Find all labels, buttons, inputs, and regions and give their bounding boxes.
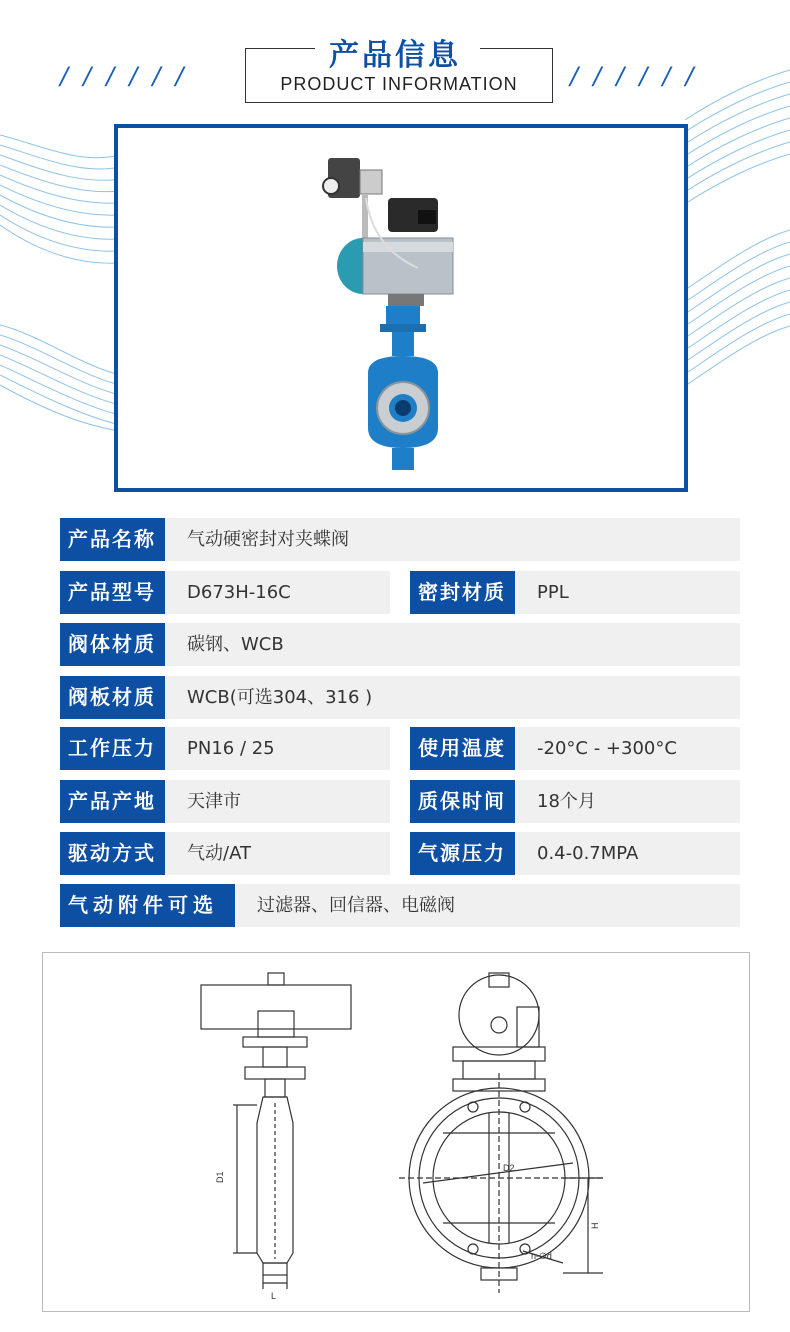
spec-label: 密封材质: [410, 571, 515, 614]
butterfly-valve-icon: [118, 128, 684, 488]
dimension-l: L: [271, 1291, 277, 1301]
wave-decoration-left: [0, 125, 120, 435]
spec-row-pressure: [60, 727, 740, 770]
spec-row-origin: [60, 780, 740, 823]
spec-row-accessories: [60, 884, 740, 927]
spec-value: WCB(可选304、316 ): [165, 676, 740, 719]
spec-value: D673H-16C: [165, 571, 390, 614]
slash-decoration-left: //////: [60, 62, 199, 90]
spec-label: 产品型号: [60, 571, 165, 614]
spec-label: 质保时间: [410, 780, 515, 823]
spec-row-name: [60, 518, 740, 561]
page-subtitle: PRODUCT INFORMATION: [280, 74, 518, 94]
spec-label: 驱动方式: [60, 832, 165, 875]
dimension-d2: D2: [503, 1163, 515, 1173]
spec-row-drive: [60, 832, 740, 875]
wave-decoration-right: [685, 60, 790, 440]
dimension-d1: D1: [215, 1171, 225, 1183]
spec-value: 天津市: [165, 780, 390, 823]
spec-label: 阀体材质: [60, 623, 165, 666]
spec-value: 碳钢、WCB: [165, 623, 740, 666]
spec-value: PPL: [515, 571, 740, 614]
spec-label: 工作压力: [60, 727, 165, 770]
spec-label: 阀板材质: [60, 676, 165, 719]
spec-row-disc: [60, 676, 740, 719]
spec-row-model: [60, 571, 740, 614]
spec-value: 气动/AT: [165, 832, 390, 875]
spec-value: 气动硬密封对夹蝶阀: [165, 518, 740, 561]
spec-label: 产品产地: [60, 780, 165, 823]
spec-value: 18个月: [515, 780, 740, 823]
page-title: 产品信息: [329, 38, 461, 73]
spec-value: PN16 / 25: [165, 727, 390, 770]
spec-label: 气源压力: [410, 832, 515, 875]
spec-row-body: [60, 623, 740, 666]
spec-label: 气动附件可选: [60, 884, 235, 927]
spec-value: 0.4-0.7MPA: [515, 832, 740, 875]
dimension-h: H: [590, 1222, 600, 1229]
valve-drawing-icon: [43, 953, 749, 1311]
spec-value: -20°C - +300°C: [515, 727, 740, 770]
product-image-frame: [114, 124, 688, 492]
slash-decoration-right: //////: [570, 62, 709, 90]
spec-value: 过滤器、回信器、电磁阀: [235, 884, 740, 927]
technical-drawing: [42, 952, 750, 1312]
dimension-holes: n-∅d: [531, 1251, 552, 1261]
spec-label: 使用温度: [410, 727, 515, 770]
spec-label: 产品名称: [60, 518, 165, 561]
